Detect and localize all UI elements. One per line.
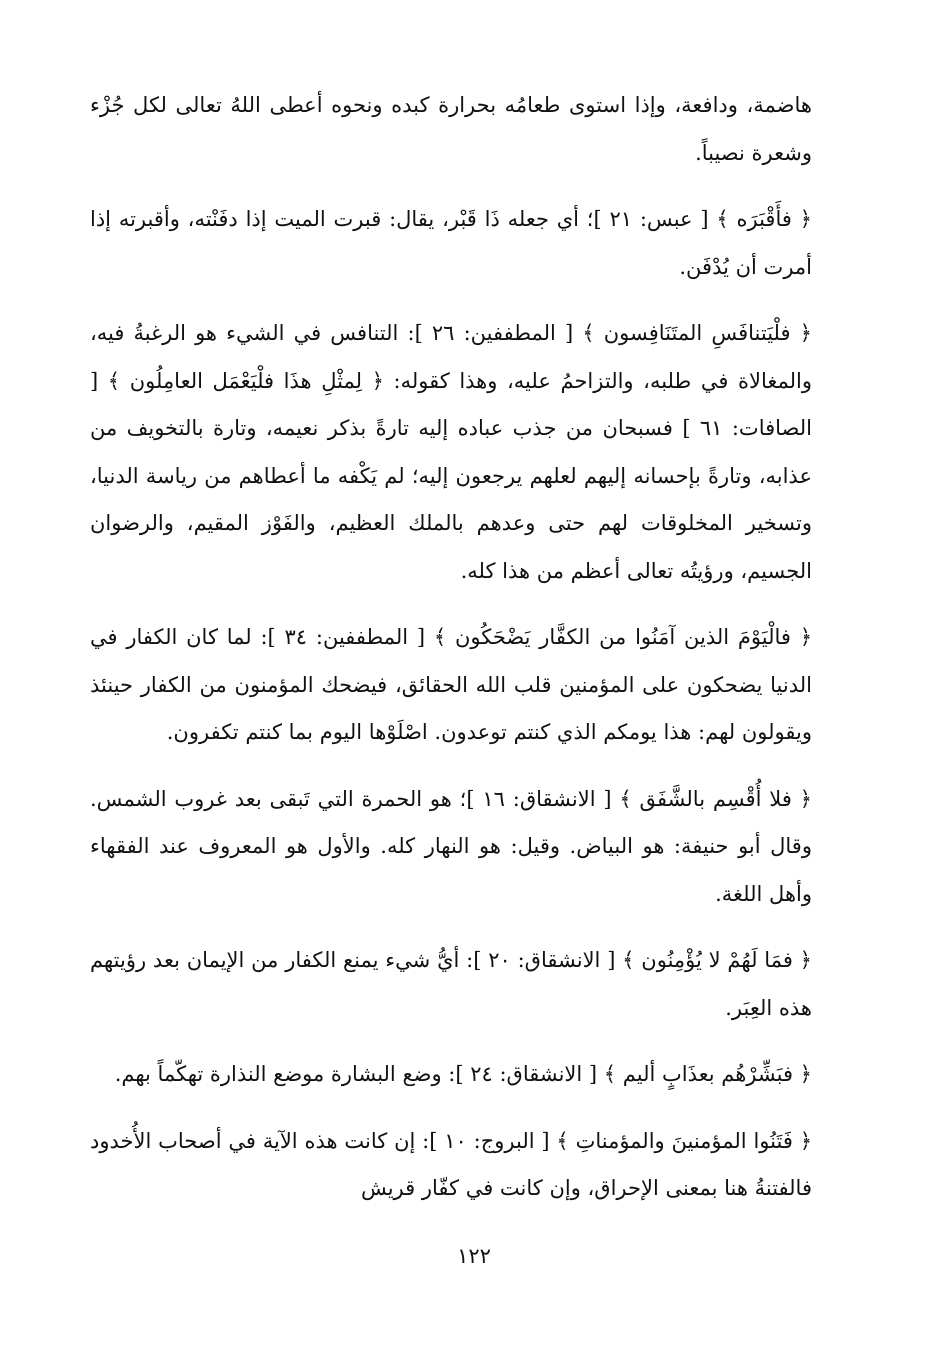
paragraph-8: ﴿ فَتَنُوا المؤمنينَ والمؤمناتِ ﴾ [ البروج: ١٠ ]: إن كانت هذه الآية في أصحاب الأُخدود فالفتنةُ هنا بمعنى الإحراق، وإن كانت في كفّار قريش — [90, 1128, 812, 1200]
paragraph-4: ﴿ فالْيَوْمَ الذين آمَنُوا من الكفَّار يَضْحَكُون ﴾ [ المطففين: ٣٤ ]: لما كان الكفار في الدنيا يضحكون على المؤمنين قلب الله الحقائق، فيضحك المؤمنون من الكفار حينئذ ويقولون لهم: هذا يومكم الذي كنتم توعدون. اصْلَوْها اليوم بما كنتم تكفرون. — [90, 625, 812, 744]
paragraph-5: ﴿ فلا أُقْسِم بالشَّفَق ﴾ [ الانشقاق: ١٦ ]؛ هو الحمرة التي تَبقى بعد غروب الشمس. وقال أبو حنيفة: هو البياض. وقيل: هو النهار كله. والأول هو المعروف عند الفقهاء وأهل اللغة. — [90, 786, 812, 906]
paragraph-3: ﴿ فلْيَتنافَسِ المتَنَافِسون ﴾ [ المطففين: ٢٦ ]: التنافس في الشيء هو الرغبةُ فيه، والمغالاة في طلبه، والتزاحمُ عليه، وهذا كقوله: ﴿ لِمثْلِ هذَا فلْيَعْمَل العامِلُون ﴾ [ الصافات: ٦١ ] فسبحان من جذب عباده إليه تارةً بذكر نعيمه، وتارة بالتخويف من عذابه، وتارةً بإحسانه إليهم لعلهم يرجعون إليه؛ لم يَكْفه ما أعطاهم من رياسة الدنيا، وتسخير المخلوقات لهم حتى وعدهم بالملك العظيم، والفَوْز المقيم، والرضوان الجسيم، ورؤيتُه تعالى أعظم من هذا كله. — [90, 321, 812, 583]
paragraph-2: ﴿ فأَقْبَرَه ﴾ [ عبس: ٢١ ]؛ أي جعله ذَا قَبْر، يقال: قبرت الميت إذا دفَنْته، وأقبرته إذا أمرت أن يُدْفَن. — [90, 207, 812, 279]
paragraph-1: هاضمة، ودافعة، وإذا استوى طعامُه بحرارة كبده ونحوه أعطى اللهُ تعالى لكل جُزْء وشعرة نصيباً. — [90, 93, 812, 165]
page-number: ١٢٢ — [457, 1244, 491, 1268]
paragraph-7: ﴿ فبَشِّرْهُم بعذَابٍ أليم ﴾ [ الانشقاق: ٢٤ ]: وضع البشارة موضع النذارة تهكّماً بهم. — [114, 1062, 812, 1086]
paragraph-6: ﴿ فمَا لَهُمْ لا يُؤْمِنُون ﴾ [ الانشقاق: ٢٠ ]: أيُّ شيء يمنع الكفار من الإيمان بعد رؤيتهم هذه العِبَر. — [90, 948, 812, 1020]
page-text — [90, 82, 812, 1232]
